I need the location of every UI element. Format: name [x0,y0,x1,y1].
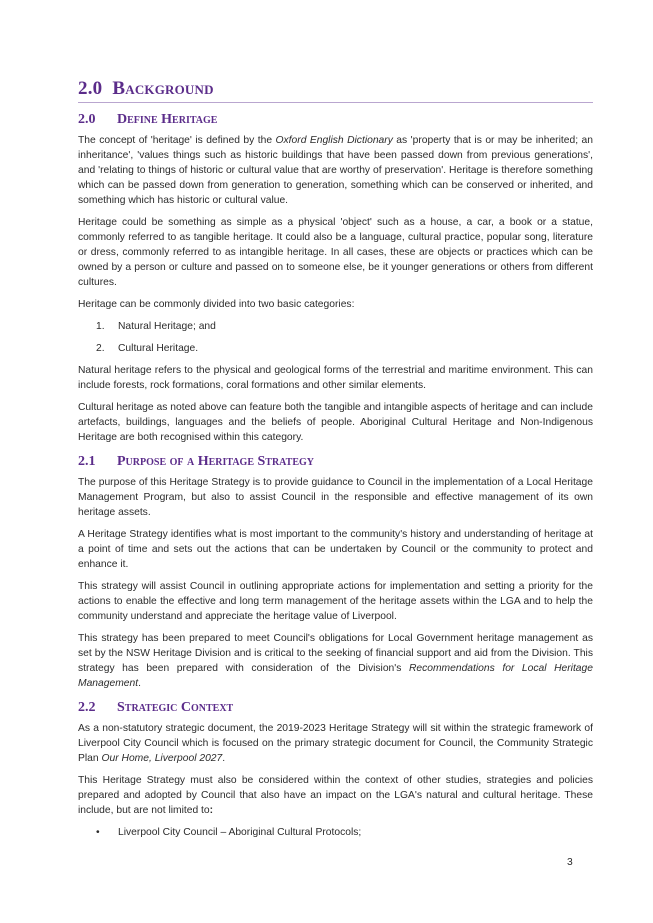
paragraph: Cultural heritage as noted above can feature both the tangible and intangible aspects of heritage and can include artefacts, buildings, languages and the beliefs of people. Aboriginal Cultural Heritage and Non-Indigenous Heritage are both recognised within this category. [78,402,593,443]
paragraph: Heritage could be something as simple as a physical 'object' such as a house, a car, a book or a statue, commonly referred to as tangible heritage. It could also be a language, cultural practice, popular song, literature or dress, commonly referred to as intangible heritage. In all cases, these are objects or practices which can be owned by a person or culture and passed on to someone else, be it younger generations or others from different cultures. [78,217,593,288]
subsection-number: 2.0 [78,112,96,127]
italic-text: Recommendations for Local Heritage Management [78,663,593,689]
italic-text: Oxford English Dictionary [275,135,393,146]
subsection-number: 2.2 [78,700,96,715]
subsection-heading-purpose [78,454,593,470]
paragraph [78,631,593,691]
subsection-title: Define Heritage [117,112,218,127]
text: As a non-statutory strategic document, the 2019-2023 Heritage Strategy will sit within the strategic framework of Liverpool City Council which is focused on the primary strategic document for Council, the Community Strategic Plan [78,723,593,764]
subsection-heading-strategic-context [78,700,593,716]
italic-text: Our Home, Liverpool 2027 [101,753,223,764]
subsection-title: Purpose of a Heritage Strategy [117,454,314,469]
text: . [138,678,141,689]
bold-text: : [209,805,214,816]
list-item [96,341,593,356]
subsection-title: Strategic Context [117,700,234,715]
paragraph: Natural heritage refers to the physical and geological forms of the terrestrial and maritime environment. This can include forests, rock formations, coral formations and other similar elements. [78,365,593,391]
section-number: 2.0 [78,78,103,99]
section-title: Background [112,78,214,99]
document-page [78,78,593,846]
paragraph: A Heritage Strategy identifies what is most important to the community's history and understanding of heritage at a point of time and sets out the actions that can be undertaken by Council or the community to protect and enhance it. [78,529,593,570]
text: as 'property that is or may be inherited; an inheritance', 'values things such as historic buildings that have been passed down from previous generations', and 'relating to things of historic or cultural value that are worthy of preservation'. Heritage is therefore something which can be passed down from generation to generation, something which can be conserved or inherited, and something which has historic or cultural value. [78,135,593,206]
paragraph [78,133,593,208]
paragraph [78,773,593,818]
bullet-text: Liverpool City Council – Aboriginal Cultural Protocols; [118,827,362,838]
bullet-item [96,825,593,840]
paragraph [78,721,593,766]
text: . [222,753,226,764]
list-index: 2. [96,343,105,354]
bullet-icon: • [96,827,100,838]
section-heading [78,78,593,103]
paragraph: This strategy will assist Council in outlining appropriate actions for implementation and setting a priority for the actions to enable the effective and long term management of the heritage assets within the LGA and to help the community understand and appreciate the heritage value of Liverpool. [78,581,593,622]
page-number: 3 [567,857,573,868]
list-text: Natural Heritage; and [118,321,216,332]
list-text: Cultural Heritage. [118,343,199,354]
bullet-list [78,825,593,840]
paragraph: The purpose of this Heritage Strategy is to provide guidance to Council in the implementation of a Local Heritage Management Program, but also to assist Council in the responsible and effective management of its own heritage assets. [78,477,593,518]
list-item [96,319,593,334]
numbered-list [78,319,593,356]
text: This strategy has been prepared to meet Council's obligations for Local Government heritage management as set by the NSW Heritage Division and is critical to the seeking of financial support and aid from the Division. This strategy has been prepared with consideration of the Division's [78,633,593,674]
text: This Heritage Strategy must also be considered within the context of other studies, strategies and policies prepared and adopted by Council that also have an impact on the LGA's natural and cultural heritage. These include, but are not limited to [78,775,593,816]
list-index: 1. [96,321,105,332]
text: The concept of 'heritage' is defined by the [78,135,276,146]
paragraph: Heritage can be commonly divided into two basic categories: [78,299,355,310]
subsection-number: 2.1 [78,454,96,469]
subsection-heading-define-heritage [78,112,593,128]
